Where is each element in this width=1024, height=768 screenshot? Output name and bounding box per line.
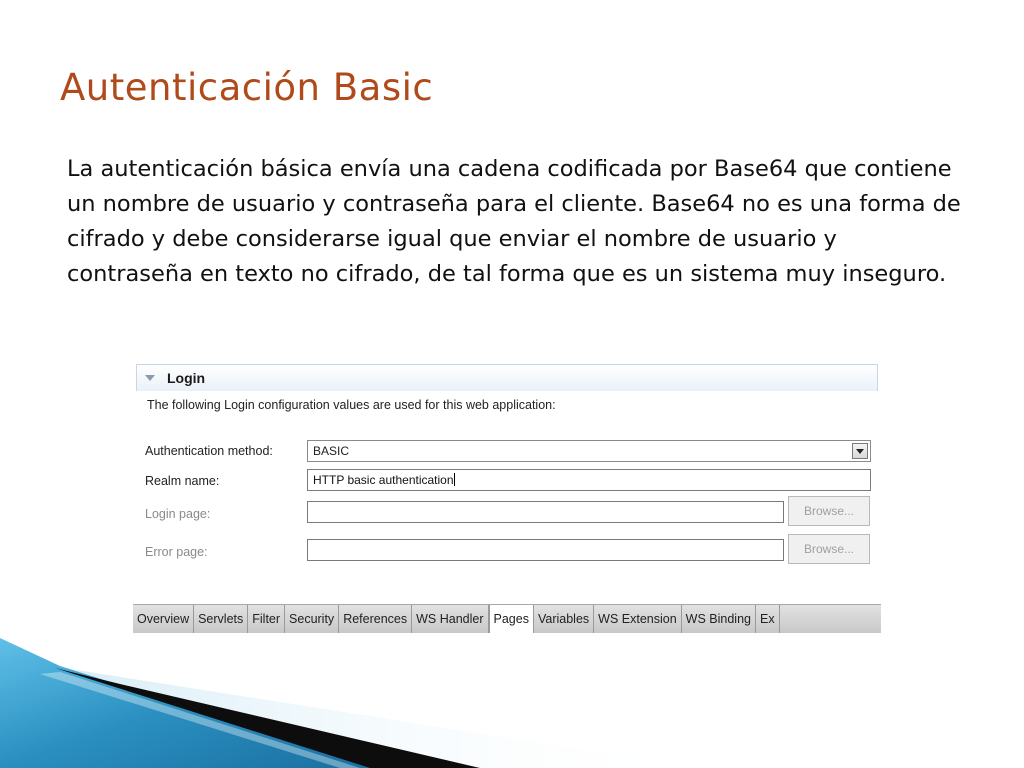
tab-ex[interactable]: Ex	[756, 605, 780, 633]
error-page-label: Error page:	[145, 545, 208, 559]
login-page-label: Login page:	[145, 507, 211, 521]
tab-references[interactable]: References	[339, 605, 412, 633]
slide-body-text: La autenticación básica envía una cadena codificada por Base64 que contiene un nombre de usuario y contraseña para el cliente. Base64 no es una forma de cifrado y debe considerarse igual que enviar el nombre de usuario y contraseña en texto no cifrado, de tal forma que es un sistema muy inseguro.	[67, 156, 961, 287]
realm-name-label: Realm name:	[145, 474, 220, 488]
tab-servlets[interactable]: Servlets	[194, 605, 248, 633]
login-section-title: Login	[167, 370, 206, 386]
login-page-browse-button[interactable]: Browse...	[788, 496, 870, 526]
login-section-description: The following Login configuration values are used for this web application:	[147, 398, 556, 412]
slide-decoration	[0, 638, 1024, 768]
chevron-down-icon[interactable]	[145, 375, 155, 381]
error-page-input[interactable]	[307, 539, 784, 561]
login-config-screenshot	[133, 362, 881, 636]
editor-tab-bar	[133, 604, 881, 633]
auth-method-label: Authentication method:	[145, 444, 273, 458]
tab-ws-extension[interactable]: WS Extension	[594, 605, 682, 633]
login-section-header[interactable]	[136, 364, 878, 391]
login-page-input[interactable]	[307, 501, 784, 523]
tab-ws-binding[interactable]: WS Binding	[682, 605, 756, 633]
realm-name-input[interactable]	[307, 469, 871, 491]
tab-variables[interactable]: Variables	[534, 605, 594, 633]
dropdown-arrow-icon[interactable]	[852, 443, 868, 459]
tab-filter[interactable]: Filter	[248, 605, 285, 633]
auth-method-select[interactable]	[307, 440, 871, 462]
auth-method-value: BASIC	[313, 444, 350, 458]
tab-security[interactable]: Security	[285, 605, 339, 633]
slide-title: Autenticación Basic	[60, 66, 434, 109]
realm-name-value: HTTP basic authentication	[313, 473, 454, 487]
text-caret	[454, 473, 455, 486]
tab-ws-handler[interactable]: WS Handler	[412, 605, 488, 633]
tab-pages[interactable]: Pages	[489, 605, 534, 633]
tab-overview[interactable]: Overview	[133, 605, 194, 633]
error-page-browse-button[interactable]: Browse...	[788, 534, 870, 564]
